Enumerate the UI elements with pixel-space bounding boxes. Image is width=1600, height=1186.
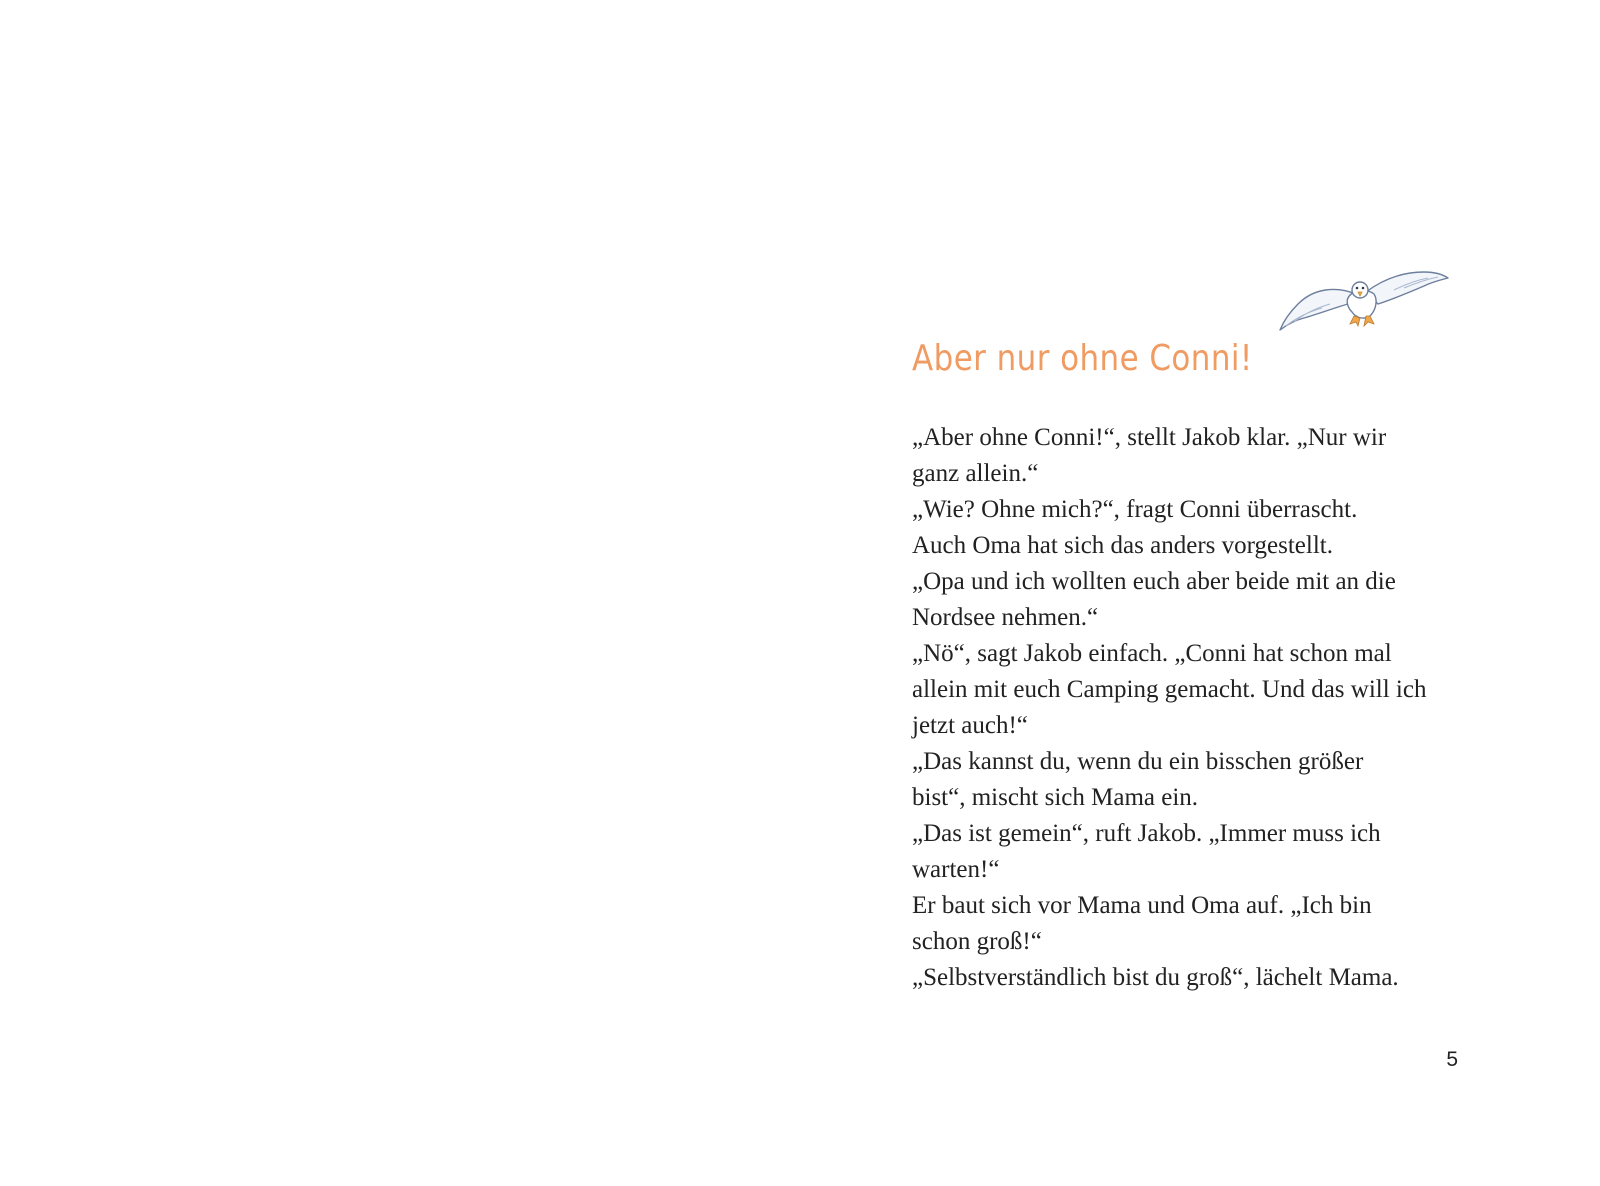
text-line: „Wie? Ohne mich?“, fragt Conni überrascht. bbox=[912, 496, 1358, 523]
text-line: „Opa und ich wollten euch aber beide mit an die bbox=[912, 568, 1396, 595]
text-line: warten!“ bbox=[912, 856, 1000, 883]
seagull-illustration bbox=[1278, 268, 1450, 338]
text-line: „Das kannst du, wenn du ein bisschen größer bbox=[912, 748, 1364, 775]
text-line: allein mit euch Camping gemacht. Und das will ich bbox=[912, 676, 1427, 703]
text-line: „Selbstverständlich bist du groß“, lächelt Mama. bbox=[912, 964, 1399, 991]
page-number: 5 bbox=[1446, 1048, 1458, 1071]
text-line: „Das ist gemein“, ruft Jakob. „Immer muss ich bbox=[912, 820, 1381, 847]
right-page bbox=[800, 0, 1600, 1186]
story-text bbox=[912, 420, 1472, 996]
text-line: „Aber ohne Conni!“, stellt Jakob klar. „Nur wir bbox=[912, 424, 1387, 451]
text-line: bist“, mischt sich Mama ein. bbox=[912, 784, 1199, 811]
text-line: Auch Oma hat sich das anders vorgestellt. bbox=[912, 532, 1333, 559]
chapter-title: Aber nur ohne Conni! bbox=[912, 338, 1253, 379]
text-line: ganz allein.“ bbox=[912, 460, 1039, 487]
text-line: Er baut sich vor Mama und Oma auf. „Ich bin bbox=[912, 892, 1372, 919]
text-line: schon groß!“ bbox=[912, 928, 1042, 955]
text-line: „Nö“, sagt Jakob einfach. „Conni hat schon mal bbox=[912, 640, 1392, 667]
text-line: jetzt auch!“ bbox=[912, 712, 1028, 739]
text-line: Nordsee nehmen.“ bbox=[912, 604, 1099, 631]
